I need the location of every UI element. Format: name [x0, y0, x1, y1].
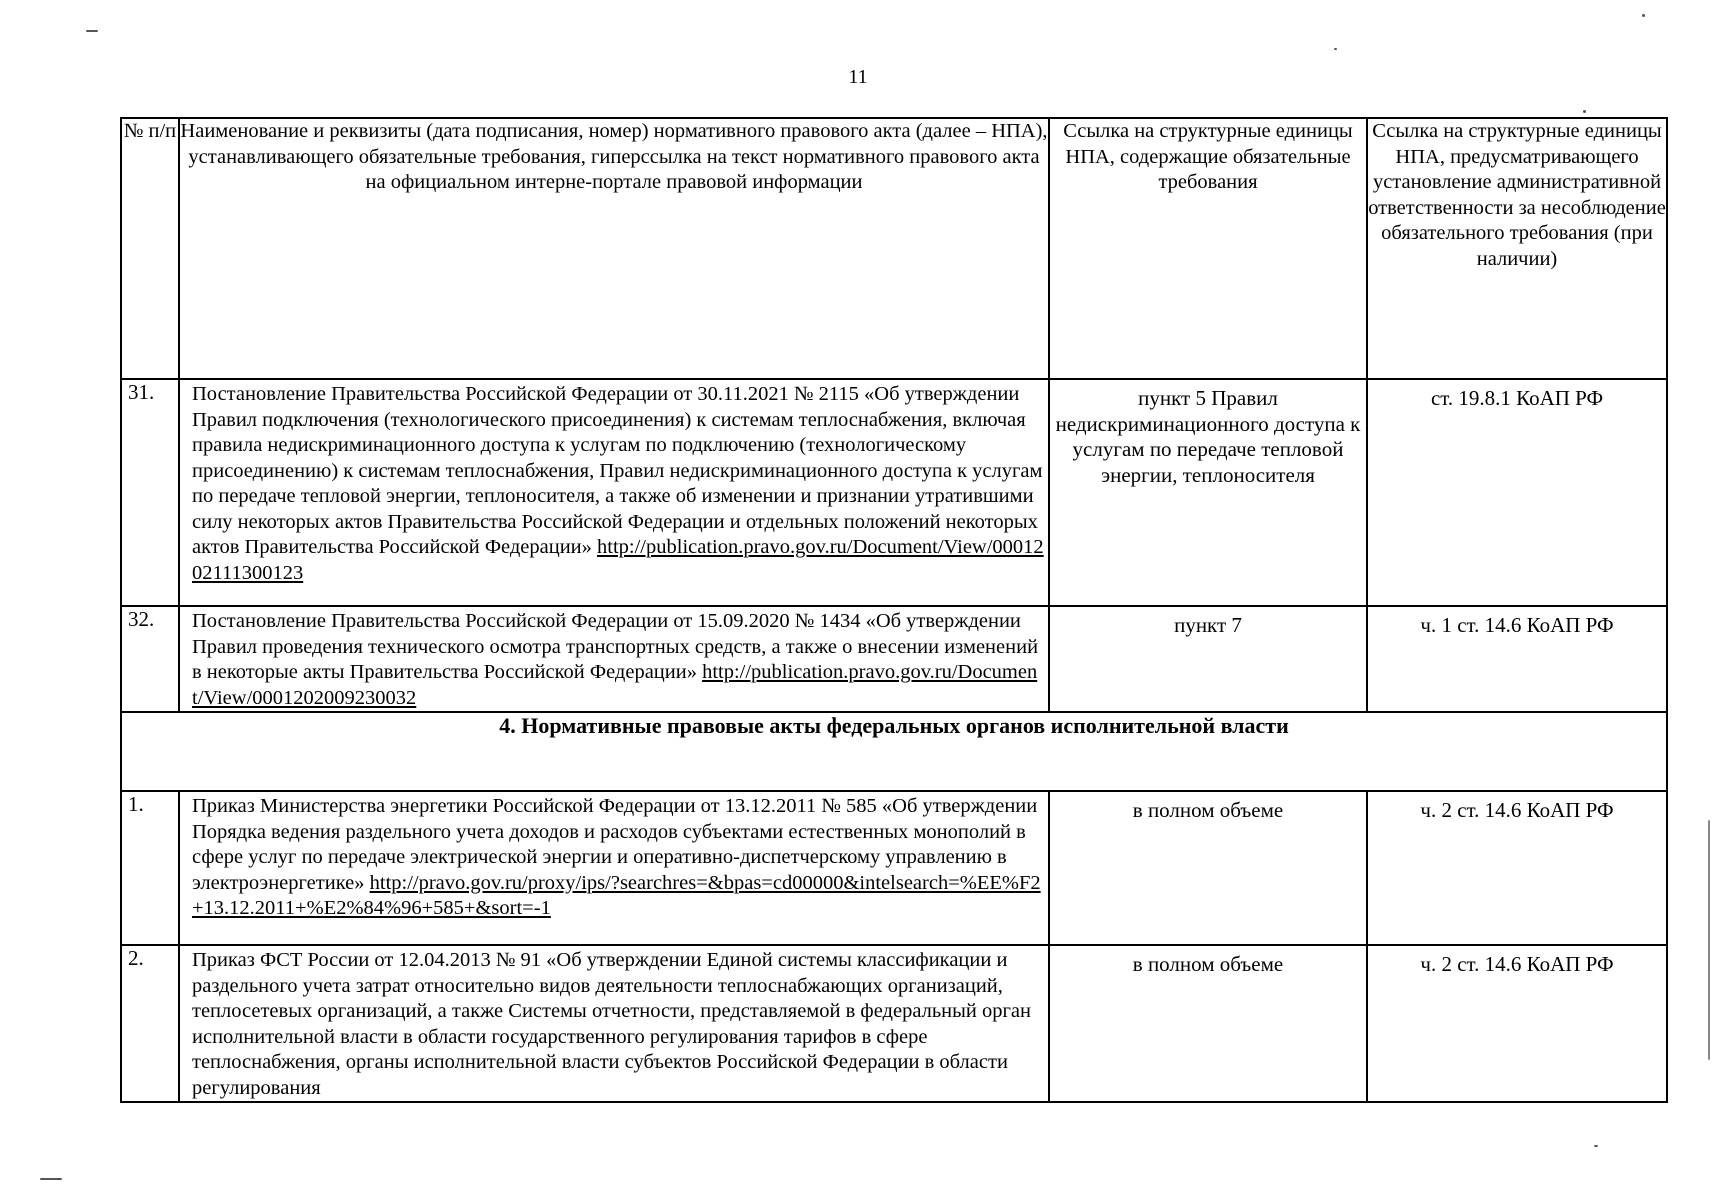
act-cell	[179, 945, 1049, 1102]
act-cell	[179, 379, 1049, 606]
requirements-cell: в полном объеме	[1049, 791, 1367, 945]
act-cell	[179, 791, 1049, 945]
header-responsibility: Ссылка на структурные единицы НПА, предусматривающего установление административной ответственности за несоблюдение обязательного требования (при наличии)	[1367, 118, 1667, 379]
table-header-row	[121, 118, 1667, 379]
row-number: 31.	[121, 379, 179, 606]
page-number: 11	[848, 66, 868, 88]
act-link[interactable]: http://publication.pravo.gov.ru/Document/View/0001202111300123	[192, 536, 1044, 584]
responsibility-cell: ч. 1 ст. 14.6 КоАП РФ	[1367, 606, 1667, 712]
act-cell	[179, 606, 1049, 712]
act-text: Приказ ФСТ России от 12.04.2013 № 91 «Об утверждении Единой системы классификации и раздельного учета затрат относительно видов деятельности теплоснабжающих организаций, теплосетевых организаций, а также Системы отчетности, представляемой в федеральный орган исполнительной власти в области государственного регулирования тарифов в сфере теплоснабжения, органы исполнительной власти субъектов Российской Федерации в области регулирования	[192, 949, 1031, 1099]
table-row	[121, 379, 1667, 606]
header-number: № п/п	[121, 118, 179, 379]
section-row	[121, 712, 1667, 791]
header-act: Наименование и реквизиты (дата подписания, номер) нормативного правового акта (далее – НПА), устанавливающего обязательные требования, гиперссылка на текст нормативного правового акта на официальном интерне-портале правовой информации	[179, 118, 1049, 379]
scan-speck	[1583, 110, 1586, 113]
act-text: Постановление Правительства Российской Федерации от 15.09.2020 № 1434 «Об утверждении Правил проведения технического осмотра транспортных средств, а также о внесении изменений в некоторые акты Правительства Российской Федерации»	[192, 610, 1039, 683]
scan-speck	[1642, 14, 1645, 17]
act-link[interactable]: http://pravo.gov.ru/proxy/ips/?searchres=&bpas=cd00000&intelsearch=%EE%F2+13.12.2011+%E2%84%96+585+&sort=-1	[192, 871, 1041, 919]
requirements-table	[120, 117, 1668, 1103]
header-requirements: Ссылка на структурные единицы НПА, содержащие обязательные требования	[1049, 118, 1367, 379]
act-text: Приказ Министерства энергетики Российской Федерации от 13.12.2011 № 585 «Об утверждении Порядка ведения раздельного учета доходов и расходов субъектами естественных монополий в сфере услуг по передаче электрической энергии и оперативно-диспетчерскому управлению в электроэнергетике»	[192, 795, 1038, 894]
row-number: 2.	[121, 945, 179, 1102]
row-number: 32.	[121, 606, 179, 712]
scan-speck	[40, 1178, 62, 1180]
requirements-cell: пункт 5 Правил недискриминационного доступа к услугам по передаче тепловой энергии, теплоносителя	[1049, 379, 1367, 606]
row-number: 1.	[121, 791, 179, 945]
responsibility-cell: ч. 2 ст. 14.6 КоАП РФ	[1367, 791, 1667, 945]
scan-speck	[1334, 48, 1337, 50]
requirements-cell: пункт 7	[1049, 606, 1367, 712]
scan-speck	[1708, 820, 1710, 1060]
table-row	[121, 791, 1667, 945]
responsibility-cell: ст. 19.8.1 КоАП РФ	[1367, 379, 1667, 606]
requirements-cell: в полном объеме	[1049, 945, 1367, 1102]
section-title: 4. Нормативные правовые акты федеральных органов исполнительной власти	[121, 712, 1667, 791]
act-link[interactable]: http://publication.pravo.gov.ru/Document/View/0001202009230032	[192, 661, 1038, 709]
responsibility-cell: ч. 2 ст. 14.6 КоАП РФ	[1367, 945, 1667, 1102]
scan-speck	[1594, 1145, 1598, 1147]
scan-speck	[86, 30, 98, 32]
act-text: Постановление Правительства Российской Федерации от 30.11.2021 № 2115 «Об утверждении Правил подключения (технологического присоединения) к системам теплоснабжения, включая правила недискриминационного доступа к услугам по подключению (технологическому присоединению) к системам теплоснабжения, Правил недискриминационного доступа к услугам по передаче тепловой энергии, теплоносителя, а также об изменении и признании утратившими силу некоторых актов Правительства Российской Федерации и отдельных положений некоторых актов Правительства Российской Федерации»	[192, 383, 1043, 558]
table-row	[121, 945, 1667, 1102]
table-row	[121, 606, 1667, 712]
